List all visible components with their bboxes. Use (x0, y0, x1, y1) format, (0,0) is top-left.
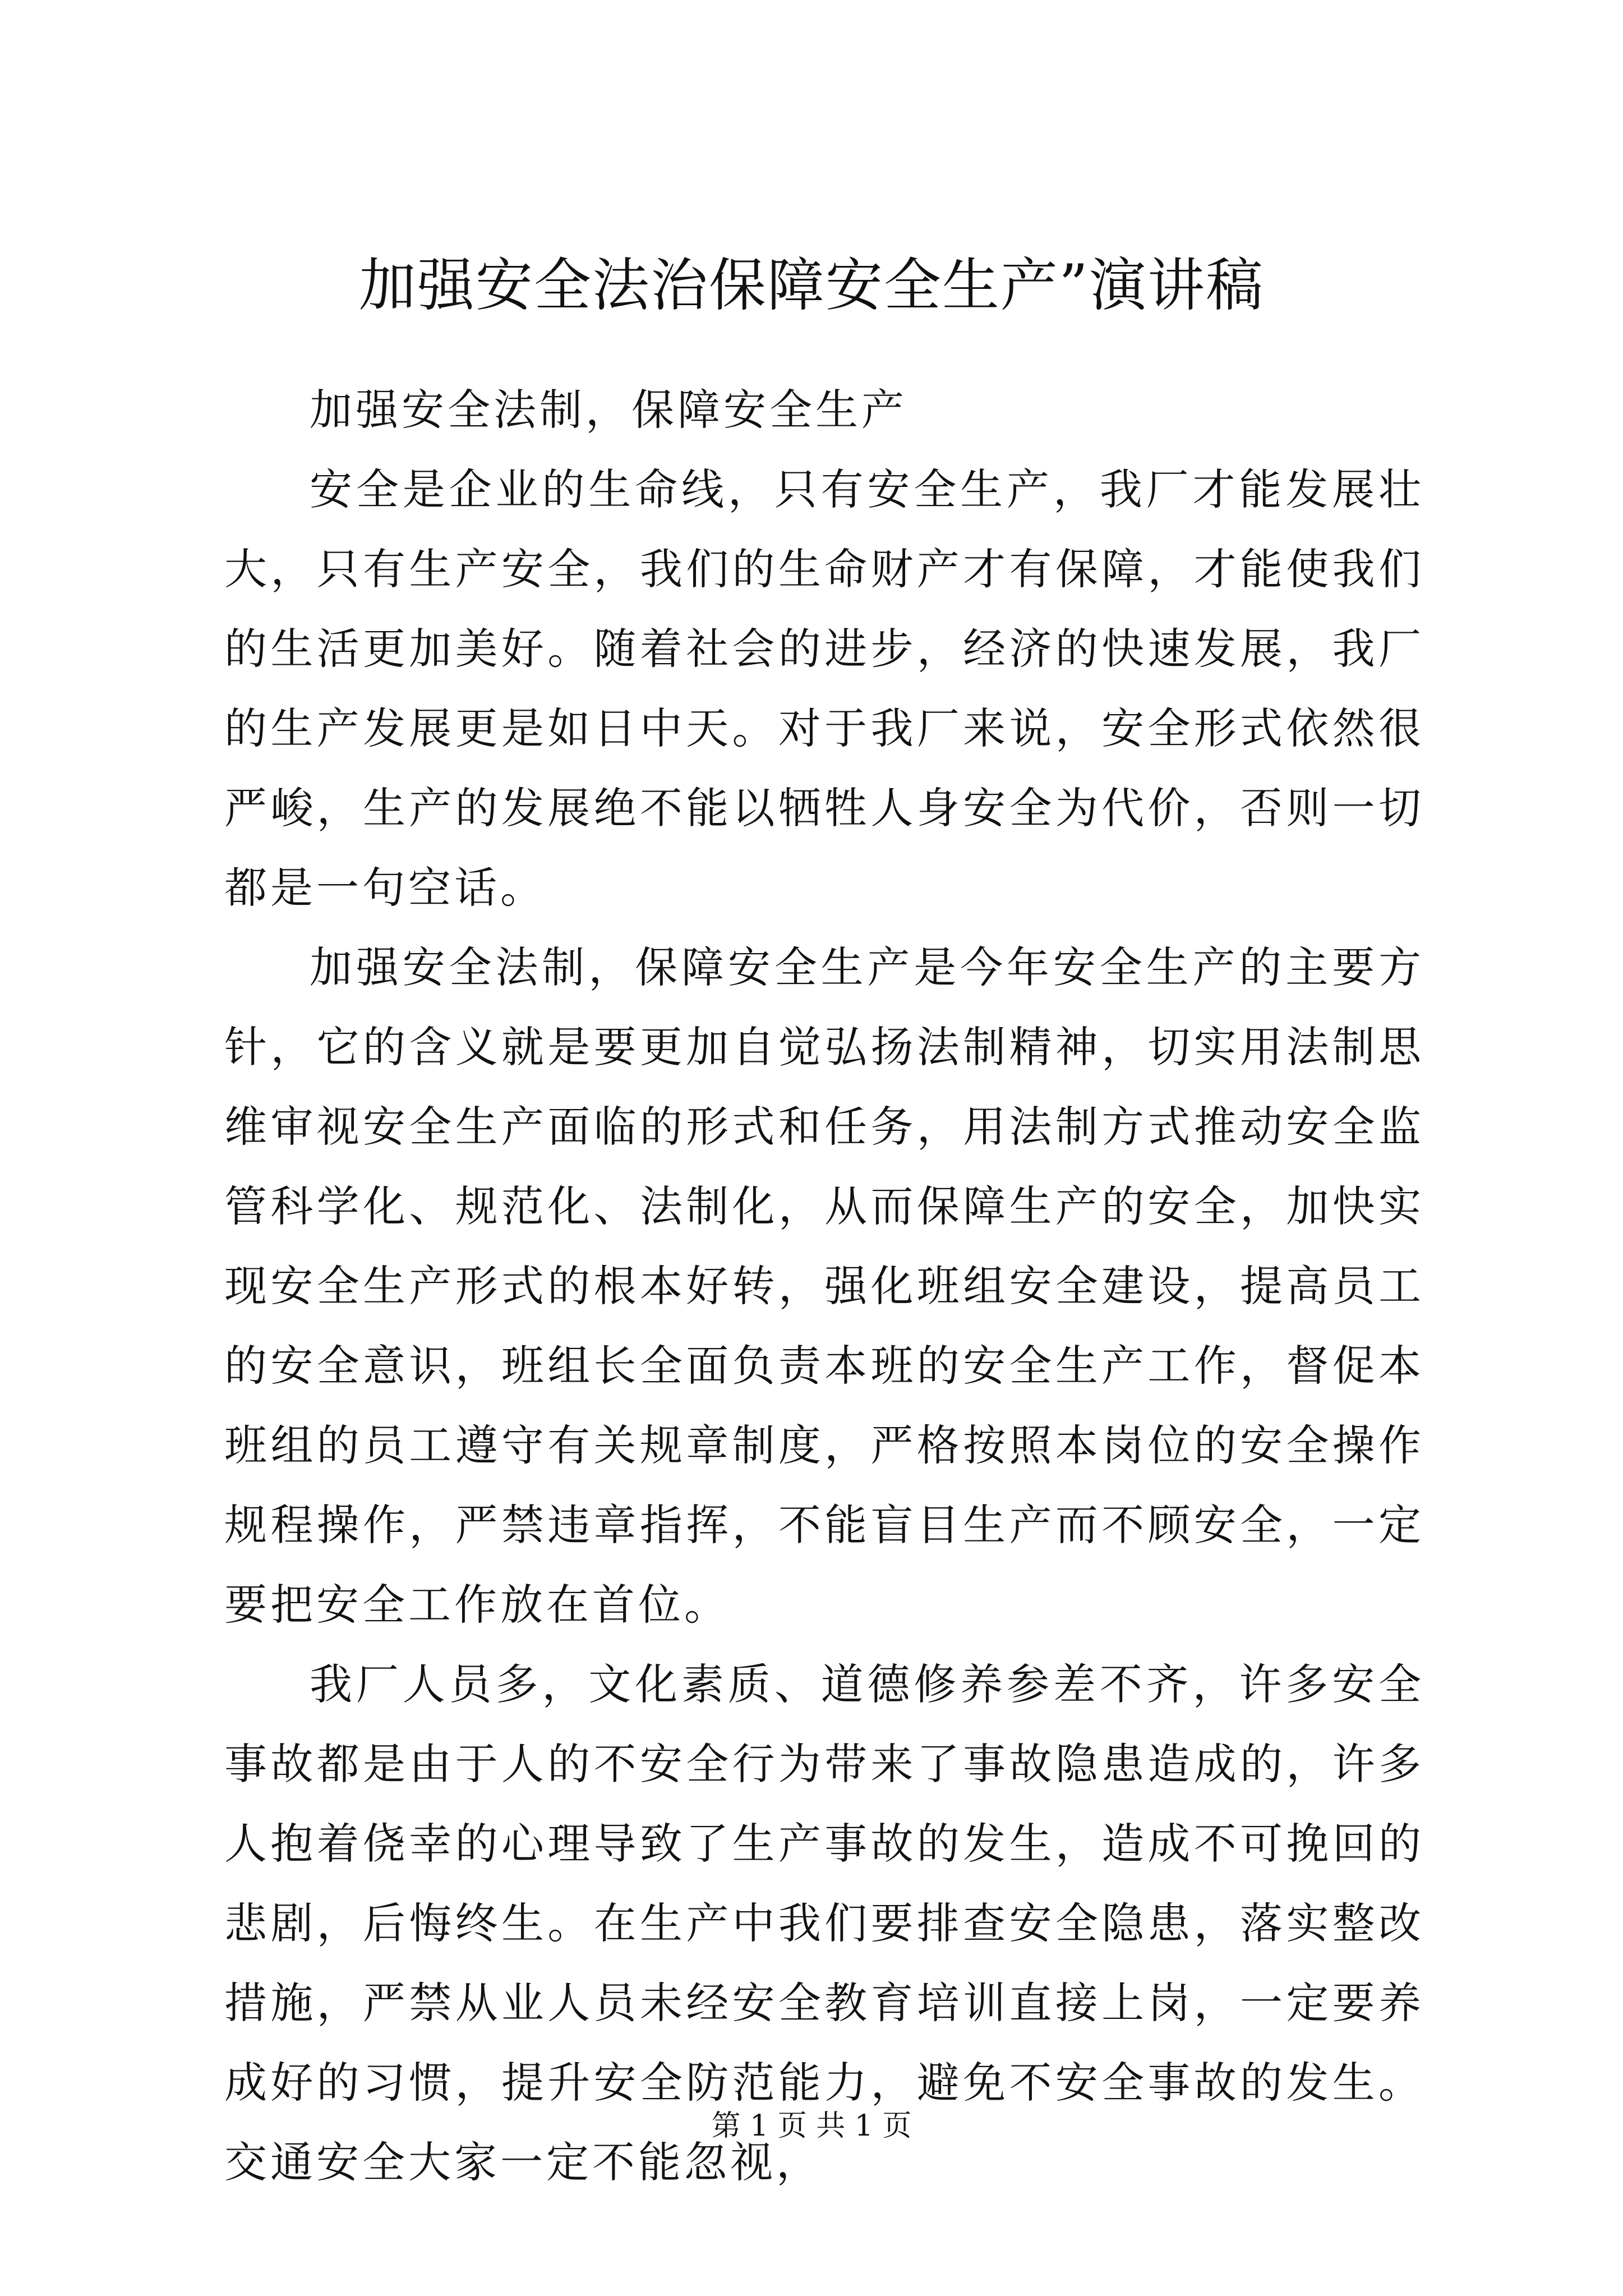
paragraph-1: 安全是企业的生命线，只有安全生产，我厂才能发展壮大，只有生产安全，我们的生命财产才有保障，才能使我们的生活更加美好。随着社会的进步，经济的快速发展，我厂的生产发展更是如日中天。对于我厂来说，安全形式依然很严峻，生产的发展绝不能以牺牲人身安全为代价，否则一切都是一句空话。 (224, 464, 1424, 913)
paragraph-subtitle: 加强安全法制，保障安全生产 (310, 385, 907, 435)
page-footer: 第 1 页 共 1 页 (711, 2109, 912, 2143)
document-title: 加强安全法治保障安全生产”演讲稿 (358, 252, 1265, 319)
document-body (224, 370, 1424, 2202)
paragraph-2: 加强安全法制，保障安全生产是今年安全生产的主要方针，它的含义就是要更加自觉弘扬法制精神，切实用法制思维审视安全生产面临的形式和任务，用法制方式推动安全监管科学化、规范化、法制化，从而保障生产的安全，加快实现安全生产形式的根本好转，强化班组安全建设，提高员工的安全意识，班组长全面负责本班的安全生产工作，督促本班组的员工遵守有关规章制度，严格按照本岗位的安全操作规程操作，严禁违章指挥，不能盲目生产而不顾安全，一定要把安全工作放在首位。 (224, 942, 1424, 1630)
paragraph-3: 我厂人员多，文化素质、道德修养参差不齐，许多安全事故都是由于人的不安全行为带来了事故隐患造成的，许多人抱着侥幸的心理导致了生产事故的发生，造成不可挽回的悲剧，后悔终生。在生产中我们要排查安全隐患，落实整改措施，严禁从业人员未经安全教育培训直接上岗，一定要养成好的习惯，提升安全防范能力，避免不安全事故的发生。交通安全大家一定不能忽视， (224, 1659, 1424, 2187)
